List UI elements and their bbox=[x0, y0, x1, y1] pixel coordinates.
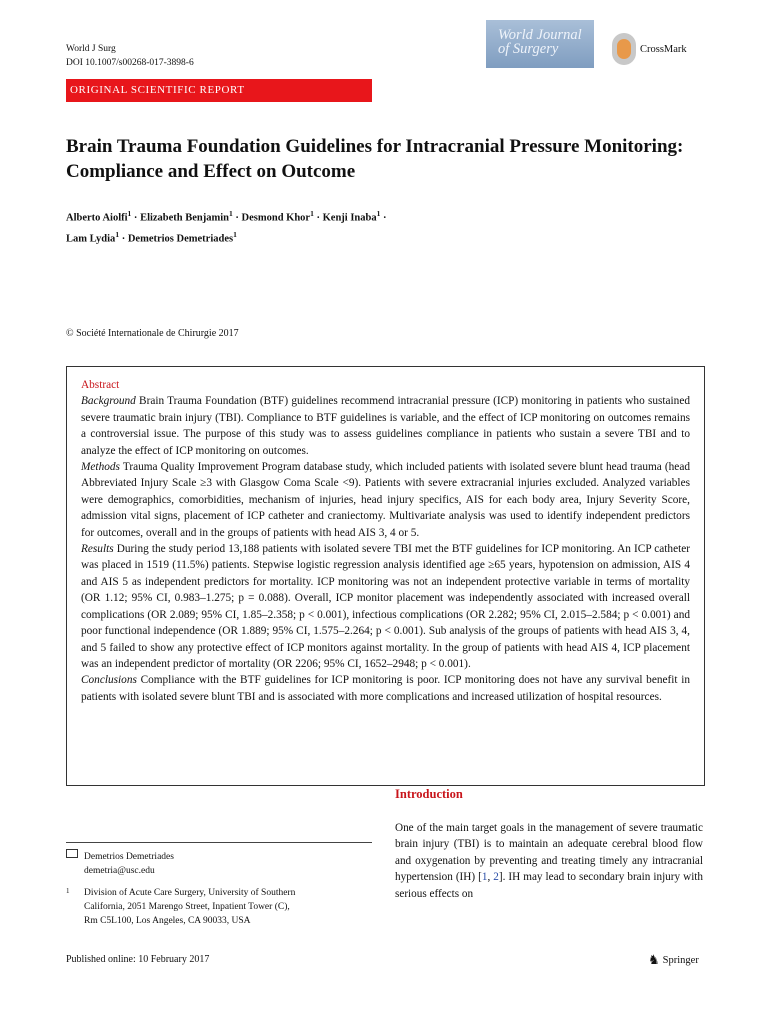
author[interactable]: Kenji Inaba bbox=[322, 212, 377, 224]
journal-logo bbox=[486, 20, 594, 68]
author[interactable]: Lam Lydia bbox=[66, 233, 116, 244]
affiliation-line: Rm C5L100, Los Angeles, CA 90033, USA bbox=[84, 916, 251, 926]
abstract-heading: Abstract bbox=[81, 379, 120, 391]
affiliation-mark: 1 bbox=[310, 209, 314, 218]
doi[interactable]: DOI 10.1007/s00268-017-3898-6 bbox=[66, 58, 194, 68]
logo-line-2: of Surgery bbox=[498, 41, 559, 57]
author-separator: · bbox=[131, 212, 141, 224]
background-label: Background bbox=[81, 395, 136, 408]
results-text: During the study period 13,188 patients with isolated severe TBI met the BTF guidelines for ICP monitoring. An ICP catheter was placed in 1519 (11.5%) patients. Stepwise logistic regression analysis identified age ≥65 years, hypotension on admission, AIS 4 and AIS 5 as independent predictors for mortality. ICP monitoring was not an independent protective variable in terms of mortality (OR 1.12; 95% CI, 0.983–1.275; p = 0.088). Overall, ICP monitor placement was independently associated with increased overall complications (OR 2.089; 95% CI, 1.85–2.358; p < 0.001), infectious complications (OR 2.282; 95% CI, 2.015–2.584; p < 0.001) and poor functional independence (OR 1.889; 95% CI, 1.575–2.264; p < 0.001). Sub analysis of the groups of patients with head AIS 3, 4, and 5 failed to show any protective effect of ICP monitors against mortality. In the group of patients with head AIS 4, ICP placement was an independent predictor of mortality (OR 2206; 95% CI, 1652–2948; p < 0.001). bbox=[81, 543, 691, 670]
abstract-background bbox=[81, 393, 690, 459]
background-text: Brain Trauma Foundation (BTF) guidelines recommend intracranial pressure (ICP) monitoring in patients who sustained severe traumatic brain injury (TBI). Compliance to BTF guidelines is variable, and the effect of ICP monitoring on outcomes remains a controversial issue. The purpose of this study was to assess guidelines compliance in patients who sustain a severe TBI and to analyze the effect of ICP monitoring on outcomes. bbox=[81, 395, 690, 457]
results-label: Results bbox=[81, 543, 114, 556]
intro-text-part: ]. IH may lead to secondary brain injury with serious effects on bbox=[395, 871, 704, 900]
published-date: Published online: 10 February 2017 bbox=[66, 954, 210, 965]
crossmark-badge[interactable] bbox=[612, 33, 687, 65]
affiliation-line: Division of Acute Care Surgery, University of Southern bbox=[84, 888, 296, 898]
conclusions-label: Conclusions bbox=[81, 674, 137, 687]
methods-text: Trauma Quality Improvement Program database study, which included patients with isolated severe blunt head trauma (head Abbreviated Injury Scale ≥3 with Glasgow Coma Scale <9). Patients with severe extracranial injuries excluded. Analyzed variables were demographics, comorbidities, mechanism of injuries, head injury specifics, AIS for each body area, Injury Severity Score, admission vital signs, placement of ICP catheter and craniectomy. Multivariate analysis was used to identify independent predictors for outcomes, overall and in the groups of patients with head AIS 3, 4 or 5. bbox=[81, 461, 690, 539]
envelope-icon bbox=[66, 849, 78, 858]
logo-line-1: World Journal bbox=[498, 27, 582, 43]
corresponding-email[interactable]: demetria@usc.edu bbox=[84, 866, 155, 876]
methods-label: Methods bbox=[81, 461, 120, 474]
author-line-1 bbox=[66, 206, 706, 227]
article-type-banner: ORIGINAL SCIENTIFIC REPORT bbox=[66, 79, 372, 102]
copyright-notice: © Société Internationale de Chirurgie 2017 bbox=[66, 328, 239, 339]
crossmark-icon bbox=[612, 33, 636, 65]
citation-separator: , bbox=[487, 871, 494, 884]
corresponding-author bbox=[66, 850, 372, 878]
article-title: Brain Trauma Foundation Guidelines for Intracranial Pressure Monitoring: Compliance and Effect on Outcome bbox=[66, 136, 684, 182]
affiliation-mark: 1 bbox=[127, 209, 132, 218]
introduction-heading: Introduction bbox=[395, 787, 463, 801]
author-separator: · bbox=[380, 212, 387, 224]
citation-link[interactable]: 2 bbox=[493, 871, 499, 884]
intro-text-part: One of the main target goals in the management of severe traumatic brain injury (TBI) is to maintain an adequate cerebral blood flow and oxygenation by preventing and treating timely any intracranial hypertension (IH) [ bbox=[395, 822, 703, 884]
publisher-name: Springer bbox=[662, 954, 699, 966]
author-separator: · bbox=[232, 212, 242, 224]
affiliation-number: 1 bbox=[66, 887, 70, 895]
crossmark-label: CrossMark bbox=[640, 43, 687, 55]
author-list bbox=[66, 206, 706, 247]
affiliation-mark: 1 bbox=[115, 229, 120, 239]
author-separator: · bbox=[119, 233, 128, 244]
abstract-results bbox=[81, 541, 690, 672]
springer-horse-icon: ♞ bbox=[648, 952, 660, 967]
footnote-divider bbox=[66, 842, 372, 843]
introduction-text bbox=[395, 820, 703, 902]
affiliation-line: California, 2051 Marengo Street, Inpatient Tower (C), bbox=[84, 902, 290, 912]
corresponding-name: Demetrios Demetriades bbox=[84, 852, 174, 862]
journal-name: World J Surg bbox=[66, 44, 116, 54]
abstract-box bbox=[66, 366, 705, 786]
abstract-conclusions bbox=[81, 672, 690, 705]
affiliation bbox=[66, 886, 372, 928]
affiliation-mark: 1 bbox=[233, 229, 237, 239]
affiliation-mark: 1 bbox=[376, 209, 381, 218]
author-separator: · bbox=[313, 212, 323, 224]
author[interactable]: Elizabeth Benjamin bbox=[140, 212, 230, 224]
author[interactable]: Demetrios Demetriades bbox=[127, 233, 234, 244]
author-line-2 bbox=[66, 227, 706, 248]
publisher-logo bbox=[648, 952, 699, 968]
affiliation-mark: 1 bbox=[229, 209, 233, 218]
citation-link[interactable]: 1 bbox=[481, 871, 488, 884]
conclusions-text: Compliance with the BTF guidelines for ICP monitoring is poor. ICP monitoring does not have any survival benefit in patients with isolated severe blunt TBI and is associated with more complications and increased utilization of hospital resources. bbox=[81, 674, 691, 703]
abstract-methods bbox=[81, 459, 690, 541]
author[interactable]: Alberto Aiolfi bbox=[66, 212, 128, 224]
author[interactable]: Desmond Khor bbox=[241, 212, 311, 224]
